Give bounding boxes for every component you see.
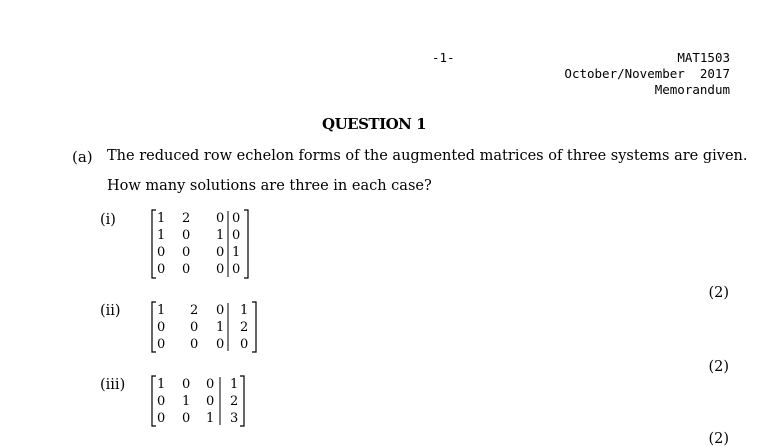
matrix-iii	[150, 374, 250, 432]
matrix-cell: 1	[157, 211, 166, 226]
question-title: QUESTION 1	[322, 115, 427, 133]
right-bracket	[244, 210, 248, 278]
matrix-cell: 0	[157, 337, 166, 352]
matrix-cell: 0	[190, 320, 199, 335]
matrix-i-svg	[150, 208, 250, 280]
matrix-iii-svg	[150, 374, 250, 428]
right-bracket	[252, 302, 256, 352]
matrix-cell: 0	[206, 377, 215, 392]
matrix-cell: 1	[216, 320, 225, 335]
matrix-cell: 1	[206, 411, 215, 426]
matrix-cell: 1	[240, 303, 249, 318]
right-bracket	[240, 376, 244, 426]
matrix-cell: 0	[157, 245, 166, 260]
matrix-cell: 0	[232, 262, 241, 277]
matrix-cell: 2	[240, 320, 249, 335]
matrix-cell: 0	[206, 394, 215, 409]
left-bracket	[152, 210, 156, 278]
question-text-line-1: The reduced row echelon forms of the augmented matrices of three systems are given.	[107, 148, 748, 164]
matrix-cell: 0	[182, 262, 191, 277]
matrix-cell: 0	[157, 262, 166, 277]
marks-ii: (2)	[708, 359, 729, 375]
matrix-cell: 2	[190, 303, 199, 318]
matrix-cell: 0	[216, 303, 225, 318]
matrix-cell: 1	[230, 377, 239, 392]
matrix-cell: 1	[216, 228, 225, 243]
item-label-i: (i)	[100, 212, 116, 228]
left-bracket	[152, 302, 156, 352]
document-type: Memorandum	[654, 82, 730, 97]
matrix-cell: 0	[216, 211, 225, 226]
matrix-cell: 1	[182, 394, 191, 409]
matrix-cell: 0	[232, 228, 241, 243]
item-label-iii: (iii)	[100, 377, 126, 393]
matrix-cell: 2	[230, 394, 239, 409]
matrix-cell: 2	[182, 211, 191, 226]
matrix-cell: 0	[240, 337, 249, 352]
matrix-i	[150, 208, 250, 284]
matrix-cell: 3	[230, 411, 239, 426]
matrix-cell: 0	[190, 337, 199, 352]
matrix-cell: 1	[232, 245, 241, 260]
matrix-cell: 0	[157, 320, 166, 335]
course-code: MAT1503	[677, 50, 730, 65]
marks-iii: (2)	[708, 431, 729, 447]
matrix-cell: 0	[157, 394, 166, 409]
matrix-ii-svg	[150, 300, 260, 354]
matrix-cell: 0	[182, 411, 191, 426]
matrix-cell: 1	[157, 303, 166, 318]
part-label: (a)	[72, 148, 93, 166]
matrix-cell: 0	[157, 411, 166, 426]
matrix-cell: 0	[216, 262, 225, 277]
matrix-ii	[150, 300, 260, 358]
matrix-cell: 0	[232, 211, 241, 226]
marks-i: (2)	[708, 285, 729, 301]
item-label-ii: (ii)	[100, 303, 121, 319]
matrix-cell: 0	[182, 377, 191, 392]
matrix-cell: 0	[182, 228, 191, 243]
matrix-cell: 0	[216, 337, 225, 352]
matrix-cell: 1	[157, 377, 166, 392]
matrix-cell: 0	[216, 245, 225, 260]
page-number: -1-	[432, 50, 455, 65]
left-bracket	[152, 376, 156, 426]
question-text-line-2: How many solutions are three in each case?	[107, 178, 432, 194]
exam-session: October/November 2017	[564, 66, 730, 81]
matrix-cell: 0	[182, 245, 191, 260]
matrix-cell: 1	[157, 228, 166, 243]
